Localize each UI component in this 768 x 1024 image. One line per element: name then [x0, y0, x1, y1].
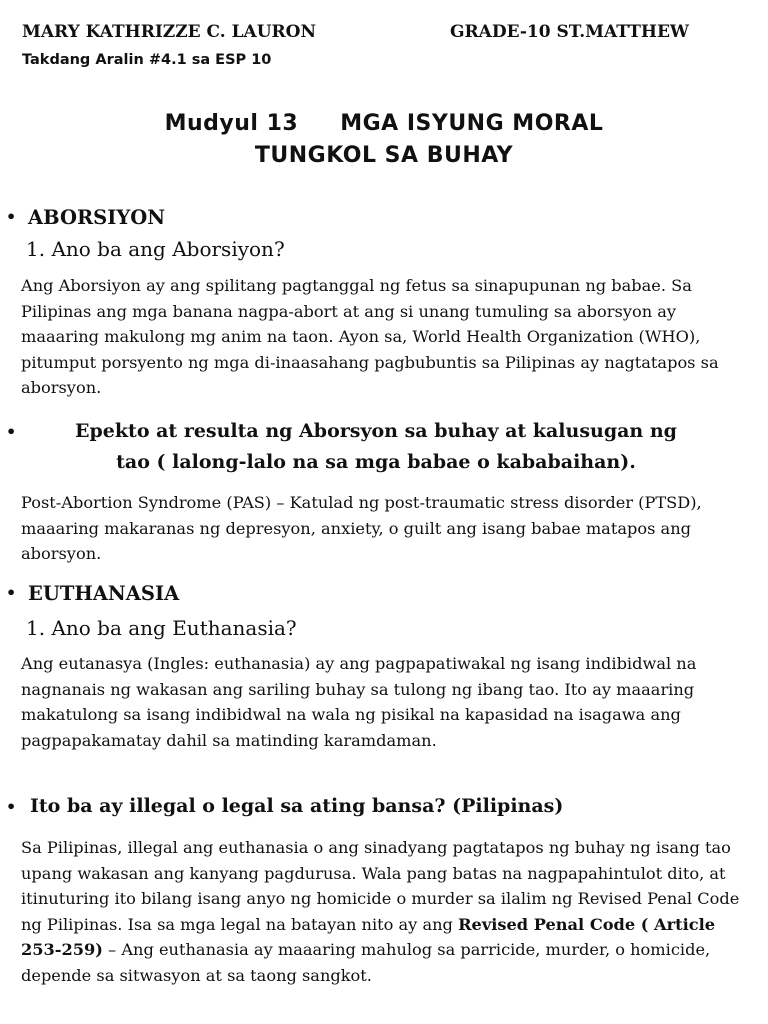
bullet-icon: • [6, 207, 17, 226]
legal-reference: Revised Penal Code ( Article 253-259) [21, 914, 716, 959]
answer-abortion: Ang Aborsiyon ay ang spilitang pagtanggal ng fetus sa sinapupunan ng babae. Sa Pilipinas ang mga banana nagpa-abort at ang si unang tumuling sa aborsyon ay maaaring makulong mg anim na taon. Ayon sa, World Health Organization (WHO), pitumput porsyento ng mga di-inaasahang pagbubuntis sa Pilipinas ay nagtatapos sa aborsyon. [21, 276, 719, 397]
subheading-line1: Epekto at resulta ng Aborsyon sa buhay at kalusugan ng [75, 420, 677, 442]
section-heading-text: ABORSIYON [28, 206, 166, 229]
legal-text-after: – Ang euthanasia ay maaaring mahulog sa parricide, murder, o homicide, depende sa sitwasyon at sa taong sangkot. [21, 940, 711, 985]
grade-section: GRADE-10 ST.MATTHEW [450, 22, 690, 42]
subheading-abortion-effects [6, 416, 746, 478]
module-title-line2: TUNGKOL SA BUHAY [254, 143, 514, 168]
subheading-euthanasia-legal [6, 791, 746, 822]
module-title [0, 108, 768, 172]
text-euthanasia-legal [21, 835, 745, 988]
module-title-line1 [0, 108, 768, 140]
subheading-text: Ito ba ay illegal o legal sa ating bansa? (Pilipinas) [30, 795, 564, 817]
module-title-text: MGA ISYUNG MORAL [340, 111, 604, 136]
assignment-label: Takdang Aralin #4.1 sa ESP 10 [22, 52, 272, 68]
text-abortion-effects: Post-Abortion Syndrome (PAS) – Katulad ng post-traumatic stress disorder (PTSD), maaaring makaranas ng depresyon, anxiety, o guilt ang isang babae matapos ang aborsyon. [21, 493, 702, 563]
question-abortion: 1. Ano ba ang Aborsiyon? [26, 237, 285, 261]
section-heading-euthanasia [6, 582, 179, 605]
question-euthanasia: 1. Ano ba ang Euthanasia? [26, 616, 297, 640]
bullet-icon: • [6, 797, 17, 816]
bullet-icon: • [6, 583, 17, 602]
legal-text-before: Sa Pilipinas, illegal ang euthanasia o ang sinadyang pagtatapos ng buhay ng isang tao upang wakasan ang kanyang pagdurusa. Wala pang batas na nagpapahintulot dito, at itinuturing ito bilang isang anyo ng homicide o murder sa ilalim ng Revised Penal Code ng Pilipinas. Isa sa mga legal na batayan nito ay ang [21, 838, 740, 934]
student-name: MARY KATHRIZZE C. LAURON [22, 22, 317, 42]
section-heading-text: EUTHANASIA [28, 582, 180, 605]
document-header [22, 20, 752, 46]
section-heading-abortion [6, 206, 165, 229]
subheading-line2: tao ( lalong-lalo na sa mga babae o kababaihan). [116, 451, 636, 473]
bullet-icon: • [6, 422, 17, 441]
module-number: Mudyul 13 [164, 111, 299, 136]
answer-euthanasia: Ang eutanasya (Ingles: euthanasia) ay ang pagpapatiwakal ng isang indibidwal na nagnanais ng wakasan ang sariling buhay sa tulong ng ibang tao. Ito ay maaaring makatulong sa isang indibidwal na wala ng pisikal na kapasidad na isagawa ang pagpapakamatay dahil sa matinding karamdaman. [21, 654, 697, 750]
